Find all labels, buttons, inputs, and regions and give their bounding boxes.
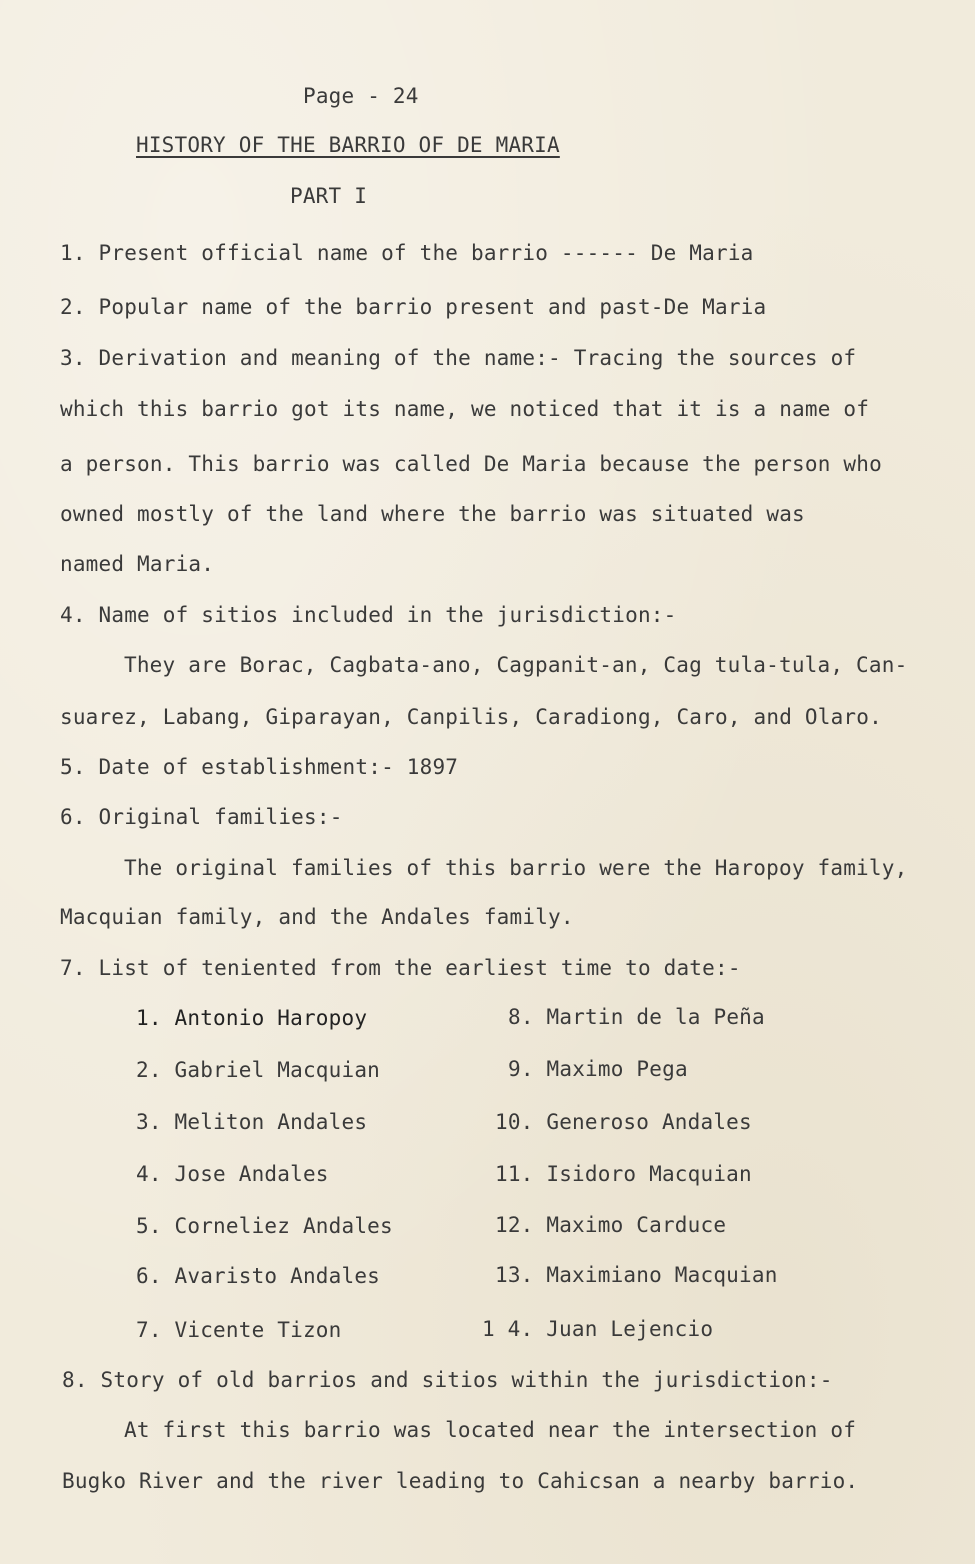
item-3-line-4: owned mostly of the land where the barrio was situated was [60,502,805,526]
teniente-left-4: 4. Jose Andales [136,1162,329,1186]
item-6-line-1: The original families of this barrio were the Haropoy family, [124,856,908,880]
item-4-line-1: They are Borac, Cagbata-ano, Cagpanit-an, Cag tula-tula, Can- [124,653,908,677]
teniente-right-12: 12. Maximo Carduce [495,1213,727,1237]
item-3-line-1: 3. Derivation and meaning of the name:- Tracing the sources of [60,346,857,370]
item-5: 5. Date of establishment:- 1897 [60,755,459,779]
part-heading: PART I [290,184,368,208]
document-title: HISTORY OF THE BARRIO OF DE MARIA [136,133,560,157]
teniente-left-1: 1. Antonio Haropoy [136,1006,368,1030]
teniente-right-10: 10. Generoso Andales [495,1110,752,1134]
item-4-line-2: suarez, Labang, Giparayan, Canpilis, Caradiong, Caro, and Olaro. [60,705,882,729]
item-4-heading: 4. Name of sitios included in the jurisdiction:- [60,603,677,627]
page-number: Page - 24 [303,84,419,108]
item-3-line-3: a person. This barrio was called De Maria because the person who [60,452,882,476]
item-8-line-1: At first this barrio was located near the intersection of [124,1418,857,1442]
teniente-left-3: 3. Meliton Andales [136,1110,368,1134]
teniente-left-6: 6. Avaristo Andales [136,1264,381,1288]
teniente-right-11: 11. Isidoro Macquian [495,1162,752,1186]
teniente-right-13: 13. Maximiano Macquian [495,1263,778,1287]
teniente-right-8: 8. Martin de la Peña [508,1005,765,1029]
item-7-heading: 7. List of teniented from the earliest time to date:- [60,956,741,980]
teniente-right-9: 9. Maximo Pega [508,1057,688,1081]
item-1: 1. Present official name of the barrio ------ De Maria [60,241,754,265]
item-6-line-2: Macquian family, and the Andales family. [60,905,574,929]
teniente-right-14: 1 4. Juan Lejencio [482,1317,714,1341]
teniente-left-5: 5. Corneliez Andales [136,1214,393,1238]
item-3-line-2: which this barrio got its name, we noticed that it is a name of [60,397,870,421]
teniente-left-2: 2. Gabriel Macquian [136,1058,381,1082]
item-6-heading: 6. Original families:- [60,805,343,829]
item-3-line-5: named Maria. [60,552,215,576]
item-2: 2. Popular name of the barrio present and past-De Maria [60,295,767,319]
teniente-left-7: 7. Vicente Tizon [136,1318,342,1342]
item-8-line-2: Bugko River and the river leading to Cahicsan a nearby barrio. [62,1469,859,1493]
item-8-heading: 8. Story of old barrios and sitios within the jurisdiction:- [62,1368,833,1392]
